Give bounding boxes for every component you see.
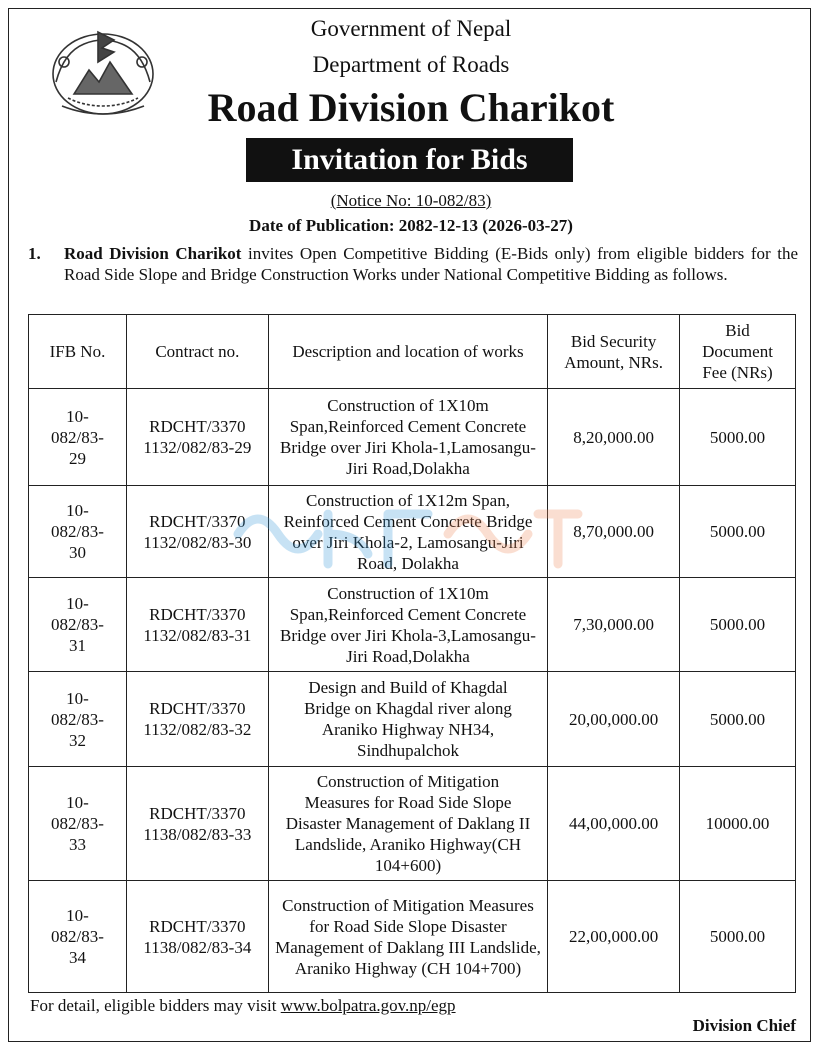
header-contract-no: Contract no. (126, 315, 268, 389)
cell-bid-security: 8,70,000.00 (548, 486, 680, 578)
cell-description: Construction of 1X12m Span, Reinforced Cement Concrete Bridge over Jiri Khola-2, Lamosangu-Jiri Road, Dolakha (268, 486, 547, 578)
cell-bid-security: 8,20,000.00 (548, 389, 680, 486)
government-title: Government of Nepal (310, 16, 512, 41)
cell-document-fee: 5000.00 (680, 672, 796, 767)
cell-contract-no: RDCHT/3370 1132/082/83-31 (126, 578, 268, 672)
intro-body: invites Open Competitive Bidding (E-Bids only) from eligible bidders for the Road Side Slope and Bridge Construction Works under National Competitive Bidding as follows. (64, 244, 798, 284)
cell-description: Construction of 1X10m Span,Reinforced Cement Concrete Bridge over Jiri Khola-3,Lamosangu-Jiri Road,Dolakha (268, 578, 547, 672)
cell-document-fee: 5000.00 (680, 389, 796, 486)
cell-description: Construction of Mitigation Measures for Road Side Slope Disaster Management of Daklang II Landslide, Araniko Highway(CH 104+600) (268, 767, 547, 881)
cell-contract-no: RDCHT/3370 1132/082/83-32 (126, 672, 268, 767)
cell-ifb-no: 10-082/83-32 (29, 672, 127, 767)
cell-bid-security: 22,00,000.00 (548, 881, 680, 993)
header-document-fee: Bid Document Fee (NRs) (680, 315, 796, 389)
invitation-banner: Invitation for Bids (246, 138, 573, 182)
cell-document-fee: 5000.00 (680, 486, 796, 578)
cell-contract-no: RDCHT/3370 1138/082/83-33 (126, 767, 268, 881)
footer-detail (30, 995, 456, 1016)
table-row (29, 486, 796, 578)
cell-contract-no: RDCHT/3370 1132/082/83-30 (126, 486, 268, 578)
header-description: Description and location of works (268, 315, 547, 389)
cell-bid-security: 7,30,000.00 (548, 578, 680, 672)
table-row (29, 578, 796, 672)
intro-number: 1. (28, 244, 41, 263)
cell-description: Design and Build of Khagdal Bridge on Khagdal river along Araniko Highway NH34, Sindhupalchok (268, 672, 547, 767)
cell-ifb-no: 10-082/83-31 (29, 578, 127, 672)
cell-document-fee: 10000.00 (680, 767, 796, 881)
bolpatra-link[interactable]: www.bolpatra.gov.np/egp (280, 996, 456, 1015)
table-row (29, 881, 796, 993)
table-header-row (29, 315, 796, 389)
table-row (29, 389, 796, 486)
table-row (29, 672, 796, 767)
cell-document-fee: 5000.00 (680, 881, 796, 993)
intro-bold-lead: Road Division Charikot (64, 244, 242, 263)
notice-number-text: (Notice No: 10-082/83) (330, 191, 492, 210)
cell-ifb-no: 10-082/83-29 (29, 389, 127, 486)
footer-detail-text: For detail, eligible bidders may visit (30, 996, 281, 1015)
division-title: Road Division Charikot (207, 85, 615, 130)
intro-paragraph (28, 243, 798, 285)
cell-bid-security: 44,00,000.00 (548, 767, 680, 881)
notice-number (0, 190, 822, 212)
cell-document-fee: 5000.00 (680, 578, 796, 672)
header-ifb-no: IFB No. (29, 315, 127, 389)
cell-contract-no: RDCHT/3370 1132/082/83-29 (126, 389, 268, 486)
header-bid-security: Bid Security Amount, NRs. (548, 315, 680, 389)
cell-bid-security: 20,00,000.00 (548, 672, 680, 767)
cell-ifb-no: 10-082/83-34 (29, 881, 127, 993)
bids-table (28, 314, 796, 993)
cell-description: Construction of Mitigation Measures for Road Side Slope Disaster Management of Daklang III Landslide, Araniko Highway (CH 104+700) (268, 881, 547, 993)
signatory: Division Chief (692, 1016, 796, 1035)
table-row (29, 767, 796, 881)
cell-ifb-no: 10-082/83-30 (29, 486, 127, 578)
publication-date: Date of Publication: 2082-12-13 (2026-03-27) (249, 216, 573, 235)
department-title: Department of Roads (312, 52, 510, 77)
cell-contract-no: RDCHT/3370 1138/082/83-34 (126, 881, 268, 993)
cell-ifb-no: 10-082/83-33 (29, 767, 127, 881)
cell-description: Construction of 1X10m Span,Reinforced Cement Concrete Bridge over Jiri Khola-1,Lamosangu-Jiri Road,Dolakha (268, 389, 547, 486)
intro-text (64, 243, 798, 285)
